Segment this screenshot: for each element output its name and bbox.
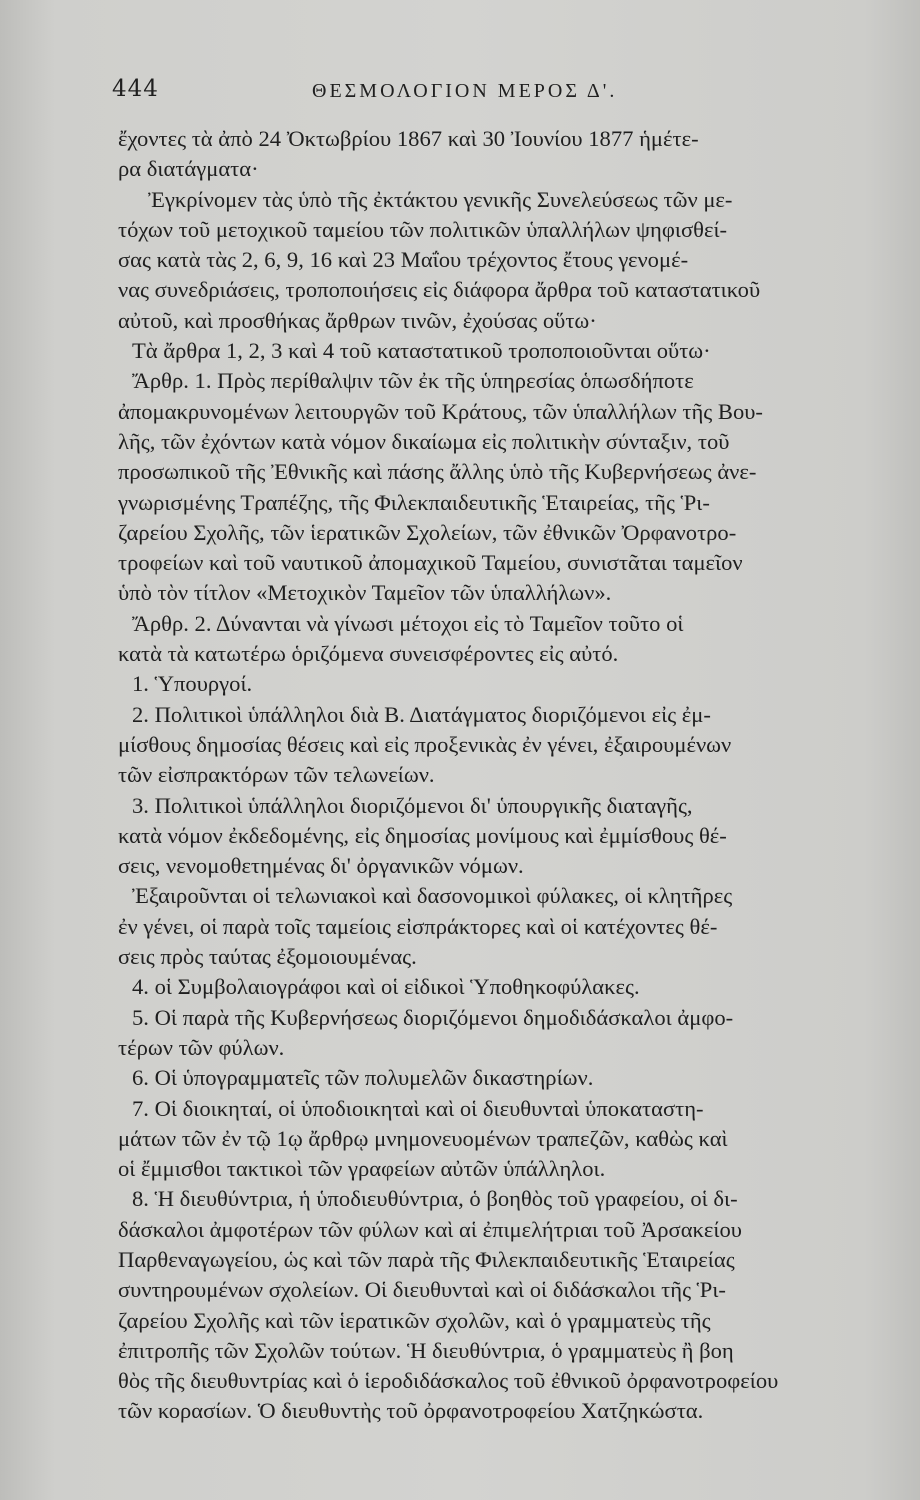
text-line: σεις πρὸς ταύτας ἐξομοιουμένας. [118, 944, 417, 970]
text-line: δάσκαλοι ἀμφοτέρων τῶν φύλων καὶ αἱ ἐπιμελήτριαι τοῦ Ἀρσακείου [118, 1216, 742, 1242]
text-line: ἐν γένει, οἱ παρὰ τοῖς ταμείοις εἰσπράκτορες καὶ οἱ κατέχοντες θέ- [118, 913, 718, 939]
text-line: προσωπικοῦ τῆς Ἐθνικῆς καὶ πάσης ἄλλης ὑπὸ τῆς Κυβερνήσεως ἀνε- [118, 459, 757, 485]
text-line: 3. Πολιτικοὶ ὑπάλληλοι διοριζόμενοι δι' ὑπουργικῆς διαταγῆς, [132, 792, 693, 818]
text-line: 2. Πολιτικοὶ ὑπάλληλοι διὰ Β. Διατάγματος διοριζόμενοι εἰς ἐμ- [132, 701, 711, 727]
text-line: νας συνεδριάσεις, τροποποιήσεις εἰς διάφορα ἄρθρα τοῦ καταστατικοῦ [118, 277, 761, 303]
text-line: αὐτοῦ, καὶ προσθήκας ἄρθρων τινῶν, ἐχούσας οὕτω· [118, 307, 597, 333]
text-line: ρα διατάγματα· [118, 156, 259, 182]
text-line: 5. Οἱ παρὰ τῆς Κυβερνήσεως διοριζόμενοι δημοδιδάσκαλοι ἀμφο- [132, 1004, 734, 1030]
page-header [112, 76, 812, 112]
text-line: 7. Οἱ διοικηταί, οἱ ὑποδιοικηταὶ καὶ οἱ διευθυνταὶ ὑποκαταστη- [132, 1095, 704, 1121]
text-line: κατὰ νόμον ἐκδεδομένης, εἰς δημοσίας μονίμους καὶ ἐμμίσθους θέ- [118, 822, 727, 848]
text-line: λῆς, τῶν ἐχόντων κατὰ νόμον δικαίωμα εἰς πολιτικὴν σύνταξιν, τοῦ [118, 428, 730, 454]
text-line: τόχων τοῦ μετοχικοῦ ταμείου τῶν πολιτικῶν ὑπαλλήλων ψηφισθεί- [118, 216, 728, 242]
text-line: 8. Ἡ διευθύντρια, ἡ ὑποδιευθύντρια, ὁ βοηθὸς τοῦ γραφείου, οἱ δι- [132, 1186, 738, 1212]
text-line: Παρθεναγωγείου, ὡς καὶ τῶν παρὰ τῆς Φιλεκπαιδευτικῆς Ἑταιρείας [118, 1246, 735, 1272]
text-line: μάτων τῶν ἐν τῷ 1ῳ ἄρθρῳ μνημονευομένων τραπεζῶν, καθὼς καὶ [118, 1125, 728, 1151]
text-line: 6. Οἱ ὑπογραμματεῖς τῶν πολυμελῶν δικαστηρίων. [132, 1065, 594, 1091]
body-text [118, 124, 808, 1427]
text-line: κατὰ τὰ κατωτέρω ὁριζόμενα συνεισφέροντες εἰς αὐτό. [118, 641, 619, 667]
text-line: τῶν κορασίων. Ὁ διευθυντὴς τοῦ ὀρφανοτροφείου Χατζηκώστα. [118, 1398, 704, 1424]
text-line: οἱ ἔμμισθοι τακτικοὶ τῶν γραφείων αὐτῶν ὑπάλληλοι. [118, 1156, 606, 1182]
text-line: ὑπὸ τὸν τίτλον «Μετοχικὸν Ταμεῖον τῶν ὑπαλλήλων». [118, 580, 612, 606]
running-title: ΘΕΣΜΟΛΟΓΙΟΝ ΜΕΡΟΣ Δ'. [312, 80, 618, 102]
text-line: τέρων τῶν φύλων. [118, 1034, 285, 1060]
text-line: ζαρείου Σχολῆς, τῶν ἱερατικῶν Σχολείων, τῶν ἐθνικῶν Ὀρφανοτρο- [118, 519, 737, 545]
text-line: γνωρισμένης Τραπέζης, τῆς Φιλεκπαιδευτικῆς Ἑταιρείας, τῆς Ῥι- [118, 489, 710, 515]
text-line: μίσθους δημοσίας θέσεις καὶ εἰς προξενικὰς ἐν γένει, ἐξαιρουμένων [118, 731, 732, 757]
text-line: 4. οἱ Συμβολαιογράφοι καὶ οἱ εἰδικοὶ Ὑποθηκοφύλακες. [132, 974, 640, 1000]
text-line: 1. Ὑπουργοί. [132, 671, 253, 697]
text-line: σας κατὰ τὰς 2, 6, 9, 16 καὶ 23 Μαΐου τρέχοντος ἔτους γενομέ- [118, 247, 689, 273]
text-line: Τὰ ἄρθρα 1, 2, 3 καὶ 4 τοῦ καταστατικοῦ τροποποιοῦνται οὕτω· [132, 338, 711, 364]
text-line: Ἄρθρ. 2. Δύνανται νὰ γίνωσι μέτοχοι εἰς τὸ Ταμεῖον τοῦτο οἱ [132, 610, 684, 636]
text-line: ἀπομακρυνομένων λειτουργῶν τοῦ Κράτους, τῶν ὑπαλλήλων τῆς Βου- [118, 398, 763, 424]
text-line: τῶν εἰσπρακτόρων τῶν τελωνείων. [118, 762, 435, 788]
text-line: Ἄρθρ. 1. Πρὸς περίθαλψιν τῶν ἐκ τῆς ὑπηρεσίας ὁπωσδήποτε [132, 368, 694, 394]
text-line: Ἐξαιροῦνται οἱ τελωνιακοὶ καὶ δασονομικοὶ φύλακες, οἱ κλητῆρες [132, 883, 733, 909]
text-line: Ἐγκρίνομεν τὰς ὑπὸ τῆς ἐκτάκτου γενικῆς Συνελεύσεως τῶν με- [148, 186, 733, 212]
text-line: συντηρουμένων σχολείων. Οἱ διευθυνταὶ καὶ οἱ διδάσκαλοι τῆς Ῥι- [118, 1277, 726, 1303]
text-line: ἔχοντες τὰ ἀπὸ 24 Ὀκτωβρίου 1867 καὶ 30 Ἰουνίου 1877 ἡμέτε- [118, 126, 699, 151]
text-line: σεις, νενομοθετημένας δι' ὀργανικῶν νόμων. [118, 853, 524, 879]
page-number: 444 [112, 76, 159, 102]
text-line: ἐπιτροπῆς τῶν Σχολῶν τούτων. Ἡ διευθύντρια, ὁ γραμματεὺς ἢ βοη [118, 1337, 734, 1363]
text-line: θὸς τῆς διευθυντρίας καὶ ὁ ἱεροδιδάσκαλος τοῦ ἐθνικοῦ ὀρφανοτροφείου [118, 1368, 779, 1394]
text-line: ζαρείου Σχολῆς καὶ τῶν ἱερατικῶν σχολῶν, καὶ ὁ γραμματεὺς τῆς [118, 1307, 711, 1333]
text-line: τροφείων καὶ τοῦ ναυτικοῦ ἀπομαχικοῦ Ταμείου, συνιστᾶται ταμεῖον [118, 550, 743, 576]
